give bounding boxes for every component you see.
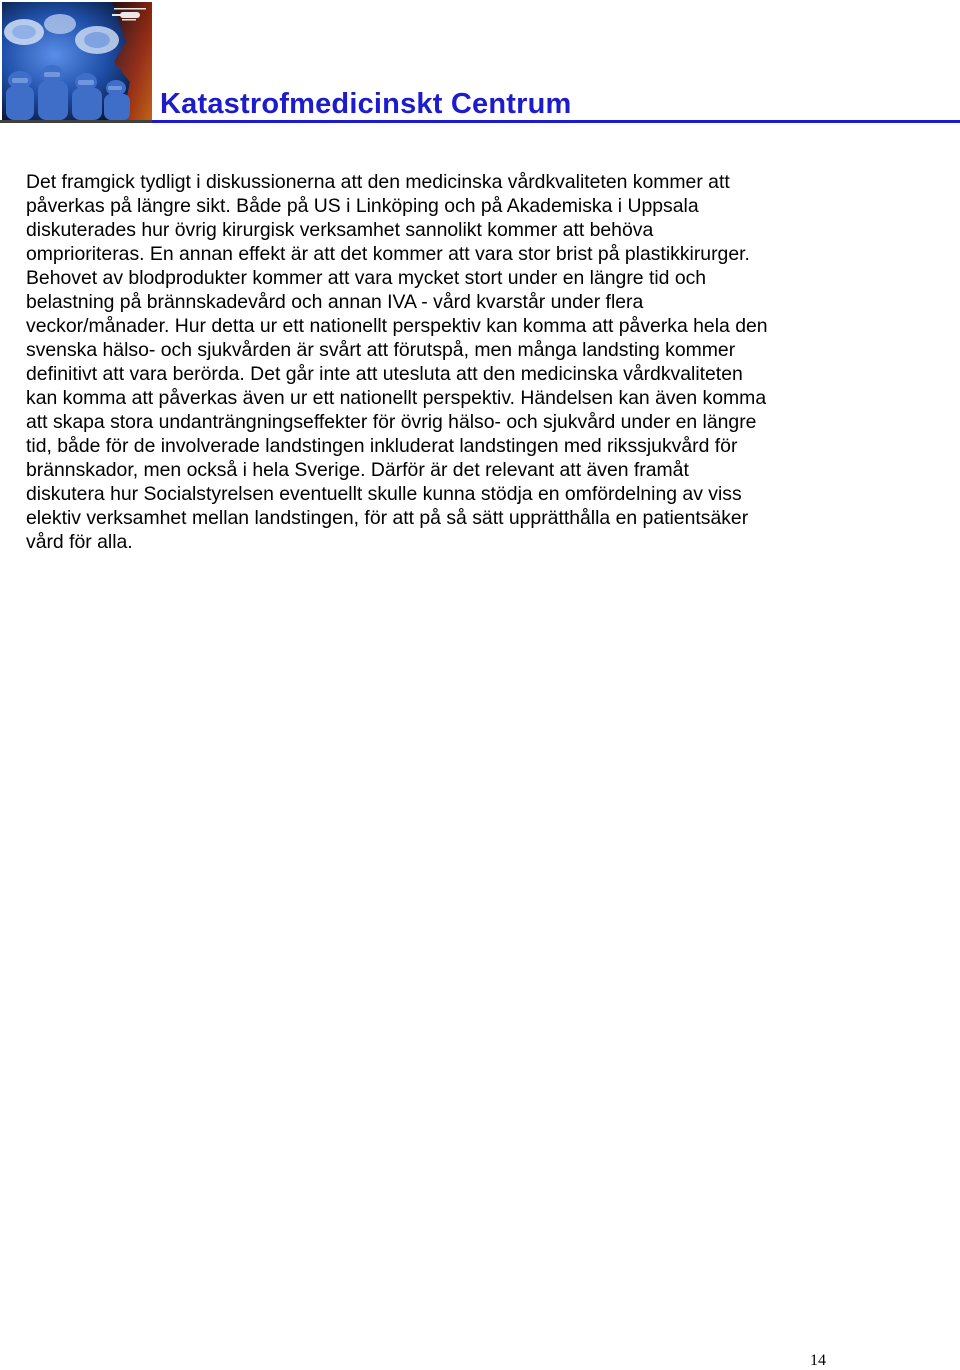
text-line: veckor/månader. Hur detta ur ett nationellt perspektiv kan komma att påverka hela den	[26, 315, 768, 337]
text-line: Behovet av blodprodukter kommer att vara mycket stort under en längre tid och	[26, 267, 707, 289]
page-header	[0, 0, 960, 126]
text-line: brännskador, men också i hela Sverige. Därför är det relevant att även framåt	[26, 459, 689, 481]
text-line: diskutera hur Socialstyrelsen eventuellt skulle kunna stödja en omfördelning av viss	[26, 483, 742, 505]
surgeons-helicopter-logo	[2, 2, 152, 120]
text-line: kan komma att påverkas även ur ett nationellt perspektiv. Händelsen kan även komma	[26, 387, 767, 409]
text-line: Det framgick tydligt i diskussionerna att den medicinska vårdkvaliteten kommer att	[26, 171, 730, 193]
text-line: diskuterades hur övrig kirurgisk verksamhet sannolikt kommer att behöva	[26, 219, 654, 241]
header-title: Katastrofmedicinskt Centrum	[160, 88, 572, 120]
header-rule-logo-segment	[0, 120, 152, 123]
text-line: definitivt att vara berörda. Det går inte att utesluta att den medicinska vårdkvaliteten	[26, 363, 743, 385]
text-line: svenska hälso- och sjukvården är svårt att förutspå, men många landsting kommer	[26, 339, 736, 361]
page-number: 14	[810, 1352, 826, 1369]
text-line: omprioriteras. En annan effekt är att det kommer att vara stor brist på plastikkirurger.	[26, 243, 750, 265]
text-line: påverkas på längre sikt. Både på US i Linköping och på Akademiska i Uppsala	[26, 195, 699, 217]
text-line: elektiv verksamhet mellan landstingen, för att på så sätt upprätthålla en patientsäker	[26, 507, 749, 529]
text-line: att skapa stora undanträngningseffekter för övrig hälso- och sjukvård under en längre	[26, 411, 757, 433]
text-line: belastning på brännskadevård och annan IVA - vård kvarstår under flera	[26, 291, 644, 313]
body-paragraph	[26, 170, 834, 554]
text-line: vård för alla.	[26, 531, 133, 553]
text-line: tid, både för de involverade landstingen inkluderat landstingen med rikssjukvård för	[26, 435, 738, 457]
